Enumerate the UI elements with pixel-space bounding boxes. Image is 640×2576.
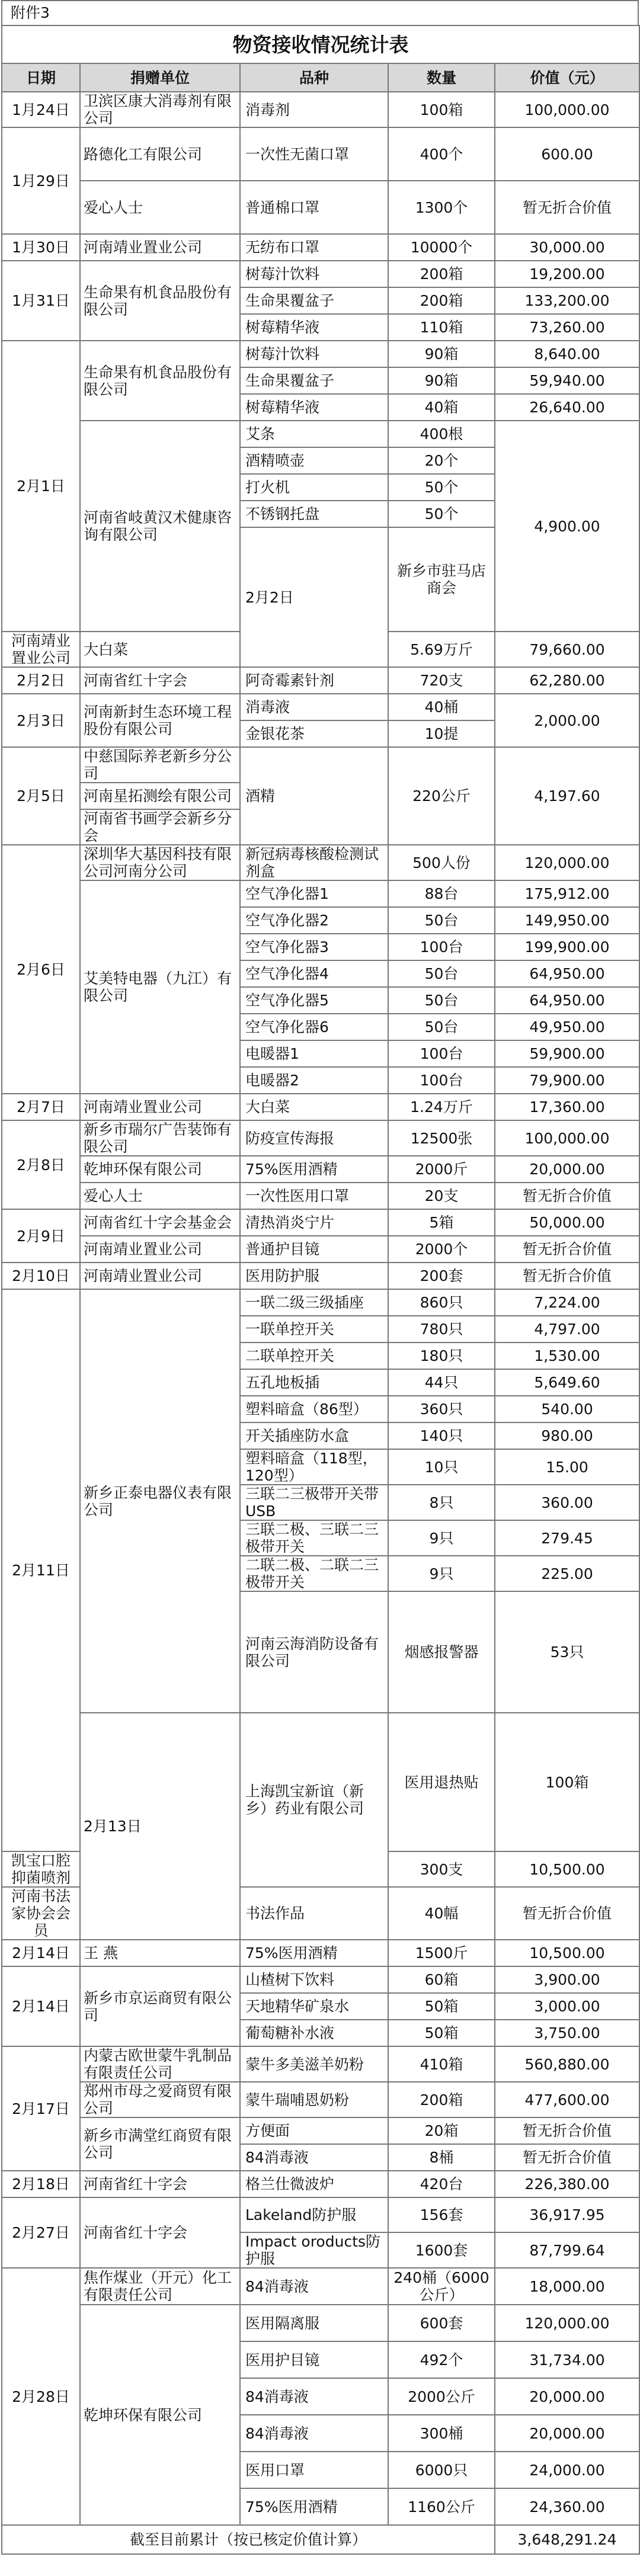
item-cell: 蒙牛多美滋羊奶粉	[240, 2046, 388, 2082]
date-cell: 2月1日	[2, 341, 80, 632]
item-cell: 格兰仕微波炉	[240, 2171, 388, 2197]
quantity-cell: 烟感报警器	[388, 1591, 495, 1713]
quantity-cell: 40幅	[388, 1887, 495, 1940]
donor-cell: 新乡市满堂红商贸有限公司	[80, 2117, 240, 2171]
header-value: 价值（元）	[495, 63, 639, 92]
quantity-cell: 360只	[388, 1396, 495, 1422]
donor-cell: 中慈国际养老新乡分公司	[80, 747, 240, 783]
item-cell: 二联单控开关	[240, 1343, 388, 1369]
item-cell: 普通棉口罩	[240, 181, 388, 234]
item-cell: 2月2日	[240, 527, 388, 667]
value-cell: 36,917.95	[495, 2197, 639, 2232]
quantity-cell: 410箱	[388, 2046, 495, 2082]
quantity-cell: 1500斤	[388, 1940, 495, 1966]
value-cell: 30,000.00	[495, 234, 639, 261]
date-cell: 2月17日	[2, 2046, 80, 2171]
value-cell: 暂无折合价值	[495, 2117, 639, 2144]
value-cell: 3,900.00	[495, 1966, 639, 1993]
item-cell: 75%医用酒精	[240, 1156, 388, 1183]
item-cell: 树莓精华液	[240, 314, 388, 341]
item-cell: 一联单控开关	[240, 1316, 388, 1343]
quantity-cell: 50台	[388, 960, 495, 987]
date-cell: 2月6日	[2, 845, 80, 1094]
table-row	[2, 2171, 639, 2197]
item-cell: 消毒剂	[240, 92, 388, 127]
donor-cell: 河南省红十字会	[80, 2171, 240, 2197]
item-cell: 方便面	[240, 2117, 388, 2144]
item-cell: 75%医用酒精	[240, 2488, 388, 2525]
item-cell: 不锈钢托盘	[240, 501, 388, 527]
value-cell: 64,950.00	[495, 987, 639, 1014]
table-footer-row	[2, 2525, 639, 2554]
value-cell: 20,000.00	[495, 2415, 639, 2452]
item-cell: 大白菜	[240, 1094, 388, 1120]
date-cell: 1月30日	[2, 234, 80, 261]
quantity-cell: 420台	[388, 2171, 495, 2197]
table-header-row	[2, 63, 639, 92]
item-cell: 树莓汁饮料	[240, 261, 388, 287]
quantity-cell: 1600套	[388, 2232, 495, 2268]
date-cell: 2月2日	[2, 667, 80, 694]
quantity-cell: 20支	[388, 1183, 495, 1209]
table-row	[2, 880, 639, 907]
item-cell: 酒精喷壶	[240, 447, 388, 474]
quantity-cell: 200箱	[388, 261, 495, 287]
donor-cell: 艾美特电器（九江）有限公司	[80, 880, 240, 1094]
value-cell: 1,530.00	[495, 1343, 639, 1369]
table-row	[2, 2117, 639, 2144]
date-cell: 河南靖业置业公司	[2, 632, 80, 667]
quantity-cell: 100箱	[388, 92, 495, 127]
date-cell: 2月28日	[2, 2268, 80, 2525]
value-cell: 24,000.00	[495, 2452, 639, 2488]
quantity-cell: 110箱	[388, 314, 495, 341]
quantity-cell: 1300个	[388, 181, 495, 234]
quantity-cell: 50箱	[388, 2020, 495, 2046]
table-row	[2, 2082, 639, 2117]
item-cell: 艾条	[240, 421, 388, 447]
value-cell: 暂无折合价值	[495, 1887, 639, 1940]
item-cell: Impact oroducts防护服	[240, 2232, 388, 2268]
item-cell: 医用防护服	[240, 1263, 388, 1289]
donor-cell: 2月13日	[80, 1713, 240, 1940]
value-cell: 100,000.00	[495, 1120, 639, 1156]
table-row	[2, 181, 639, 234]
table-row	[2, 747, 639, 783]
donor-cell: 河南靖业置业公司	[80, 1094, 240, 1120]
item-cell: 空气净化器5	[240, 987, 388, 1014]
donor-cell: 爱心人士	[80, 1183, 240, 1209]
quantity-cell: 8桶	[388, 2144, 495, 2171]
value-cell: 8,640.00	[495, 341, 639, 367]
donor-cell: 生命果有机食品股份有限公司	[80, 341, 240, 421]
donor-cell: 河南省红十字会基金会	[80, 1209, 240, 1236]
value-cell: 133,200.00	[495, 287, 639, 314]
quantity-cell: 156套	[388, 2197, 495, 2232]
item-cell: 五孔地板插	[240, 1369, 388, 1396]
item-cell: 树莓汁饮料	[240, 341, 388, 367]
value-cell: 64,950.00	[495, 960, 639, 987]
value-cell: 50,000.00	[495, 1209, 639, 1236]
value-cell: 26,640.00	[495, 394, 639, 421]
donor-cell: 河南靖业置业公司	[80, 1236, 240, 1263]
value-cell: 120,000.00	[495, 2305, 639, 2341]
quantity-cell: 2000公斤	[388, 2378, 495, 2415]
value-cell: 10,500.00	[495, 1851, 639, 1887]
date-cell: 2月18日	[2, 2171, 80, 2197]
table-row	[2, 1120, 639, 1156]
value-cell: 175,912.00	[495, 880, 639, 907]
value-cell: 7,224.00	[495, 1289, 639, 1316]
value-cell: 226,380.00	[495, 2171, 639, 2197]
quantity-cell: 100台	[388, 1067, 495, 1094]
date-cell: 2月14日	[2, 1966, 80, 2046]
item-cell: 生命果覆盆子	[240, 367, 388, 394]
quantity-cell: 720支	[388, 667, 495, 694]
value-cell: 199,900.00	[495, 934, 639, 960]
quantity-cell: 40桶	[388, 694, 495, 720]
donor-cell: 路德化工有限公司	[80, 127, 240, 181]
value-cell: 79,900.00	[495, 1067, 639, 1094]
item-cell: 医用护目镜	[240, 2341, 388, 2378]
value-cell: 600.00	[495, 127, 639, 181]
value-cell: 62,280.00	[495, 667, 639, 694]
item-cell: 蒙牛瑞哺恩奶粉	[240, 2082, 388, 2117]
donor-cell: 爱心人士	[80, 181, 240, 234]
item-cell: 75%医用酒精	[240, 1940, 388, 1966]
quantity-cell: 新乡市驻马店商会	[388, 527, 495, 632]
value-cell: 20,000.00	[495, 1156, 639, 1183]
value-cell: 87,799.64	[495, 2232, 639, 2268]
item-cell: 树莓精华液	[240, 394, 388, 421]
quantity-cell: 50台	[388, 907, 495, 934]
value-cell: 18,000.00	[495, 2268, 639, 2305]
quantity-cell: 50箱	[388, 1993, 495, 2020]
item-cell: 空气净化器6	[240, 1014, 388, 1040]
donor-cell: 新乡市瑞尔广告装饰有限公司	[80, 1120, 240, 1156]
item-cell: 84消毒液	[240, 2144, 388, 2171]
quantity-cell: 240桶（6000公斤）	[388, 2268, 495, 2305]
item-cell: 防疫宣传海报	[240, 1120, 388, 1156]
value-cell: 360.00	[495, 1485, 639, 1520]
quantity-cell: 300桶	[388, 2415, 495, 2452]
item-cell: 开关插座防水盒	[240, 1422, 388, 1449]
value-cell: 100,000.00	[495, 92, 639, 127]
quantity-cell: 12500张	[388, 1120, 495, 1156]
item-cell: 84消毒液	[240, 2378, 388, 2415]
donor-cell: 生命果有机食品股份有限公司	[80, 261, 240, 341]
value-cell: 暂无折合价值	[495, 181, 639, 234]
donor-cell: 深圳华大基因科技有限公司河南分公司	[80, 845, 240, 880]
value-cell: 79,660.00	[495, 632, 639, 667]
item-cell: 一次性医用口罩	[240, 1183, 388, 1209]
donor-cell: 河南靖业置业公司	[80, 1263, 240, 1289]
donor-cell: 河南新封生态环境工程股份有限公司	[80, 694, 240, 747]
donor-cell: 乾坤环保有限公司	[80, 2305, 240, 2525]
quantity-cell: 9只	[388, 1520, 495, 1556]
date-cell: 2月14日	[2, 1940, 80, 1966]
item-cell: 新冠病毒核酸检测试剂盒	[240, 845, 388, 880]
value-cell: 24,360.00	[495, 2488, 639, 2525]
total-value: 3,648,291.24	[495, 2525, 639, 2554]
quantity-cell: 40箱	[388, 394, 495, 421]
value-cell: 980.00	[495, 1422, 639, 1449]
date-cell: 2月27日	[2, 2197, 80, 2268]
value-cell: 暂无折合价值	[495, 1183, 639, 1209]
value-cell: 73,260.00	[495, 314, 639, 341]
date-cell: 2月3日	[2, 694, 80, 747]
header-date: 日期	[2, 63, 80, 92]
quantity-cell: 10提	[388, 720, 495, 747]
quantity-cell: 50个	[388, 474, 495, 501]
item-cell: 山楂树下饮料	[240, 1966, 388, 1993]
donor-cell: 河南靖业置业公司	[80, 234, 240, 261]
value-cell: 120,000.00	[495, 845, 639, 880]
item-cell: 电暖器2	[240, 1067, 388, 1094]
quantity-cell: 100台	[388, 1040, 495, 1067]
value-cell: 19,200.00	[495, 261, 639, 287]
quantity-cell: 1.24万斤	[388, 1094, 495, 1120]
date-cell: 1月29日	[2, 127, 80, 234]
value-cell: 3,750.00	[495, 2020, 639, 2046]
value-cell: 3,000.00	[495, 1993, 639, 2020]
value-cell: 59,940.00	[495, 367, 639, 394]
donor-cell: 河南省红十字会	[80, 667, 240, 694]
item-cell: 医用隔离服	[240, 2305, 388, 2341]
value-cell: 4,900.00	[495, 421, 639, 632]
value-cell: 100箱	[495, 1713, 639, 1851]
value-cell: 477,600.00	[495, 2082, 639, 2117]
item-cell: 一次性无菌口罩	[240, 127, 388, 181]
quantity-cell: 500人份	[388, 845, 495, 880]
donor-cell: 河南省书画学会新乡分会	[80, 809, 240, 845]
quantity-cell: 180只	[388, 1343, 495, 1369]
quantity-cell: 10只	[388, 1449, 495, 1485]
value-cell: 560,880.00	[495, 2046, 639, 2082]
item-cell: 二联二极、二联二三极带开关	[240, 1556, 388, 1591]
header-donor: 捐赠单位	[80, 63, 240, 92]
table-row	[2, 1209, 639, 1236]
quantity-cell: 8只	[388, 1485, 495, 1520]
item-cell: 无纺布口罩	[240, 234, 388, 261]
item-cell: 84消毒液	[240, 2268, 388, 2305]
donor-cell: 新乡市京运商贸有限公司	[80, 1966, 240, 2046]
item-cell: 电暖器1	[240, 1040, 388, 1067]
table-row	[2, 845, 639, 880]
quantity-cell: 780只	[388, 1316, 495, 1343]
table-row	[2, 1263, 639, 1289]
quantity-cell: 400个	[388, 127, 495, 181]
table-row	[2, 667, 639, 694]
table-row	[2, 261, 639, 287]
table-row	[2, 2046, 639, 2082]
item-cell: 空气净化器2	[240, 907, 388, 934]
donor-cell: 内蒙古欧世蒙牛乳制品有限责任公司	[80, 2046, 240, 2082]
item-cell: 金银花茶	[240, 720, 388, 747]
quantity-cell: 44只	[388, 1369, 495, 1396]
quantity-cell: 5箱	[388, 1209, 495, 1236]
quantity-cell: 492个	[388, 2341, 495, 2378]
value-cell: 49,950.00	[495, 1014, 639, 1040]
item-cell: 84消毒液	[240, 2415, 388, 2452]
item-cell: 河南云海消防设备有限公司	[240, 1591, 388, 1713]
donation-table	[1, 25, 640, 2555]
value-cell: 149,950.00	[495, 907, 639, 934]
date-cell: 2月8日	[2, 1120, 80, 1209]
table-row	[2, 1156, 639, 1183]
total-label: 截至目前累计（按已核定价值计算）	[2, 2525, 495, 2554]
quantity-cell: 20箱	[388, 2117, 495, 2144]
item-cell: 酒精	[240, 747, 388, 845]
date-cell: 1月24日	[2, 92, 80, 127]
quantity-cell: 88台	[388, 880, 495, 907]
donor-cell: 河南星拓测绘有限公司	[80, 783, 240, 809]
table-row	[2, 1183, 639, 1209]
quantity-cell: 6000只	[388, 2452, 495, 2488]
date-cell: 2月5日	[2, 747, 80, 845]
item-cell: 空气净化器3	[240, 934, 388, 960]
quantity-cell: 600套	[388, 2305, 495, 2341]
item-cell: 塑料暗盒（86型）	[240, 1396, 388, 1422]
value-cell: 4,197.60	[495, 747, 639, 845]
value-cell: 暂无折合价值	[495, 2144, 639, 2171]
item-cell: 生命果覆盆子	[240, 287, 388, 314]
donor-cell: 卫滨区康大消毒剂有限公司	[80, 92, 240, 127]
table-row	[2, 1236, 639, 1263]
table-row	[2, 1966, 639, 1993]
item-cell: 普通护目镜	[240, 1236, 388, 1263]
value-cell: 2,000.00	[495, 694, 639, 747]
value-cell: 5,649.60	[495, 1369, 639, 1396]
quantity-cell: 20个	[388, 447, 495, 474]
quantity-cell: 1160公斤	[388, 2488, 495, 2525]
quantity-cell: 9只	[388, 1556, 495, 1591]
date-cell: 2月9日	[2, 1209, 80, 1263]
quantity-cell: 90箱	[388, 367, 495, 394]
table-row	[2, 1940, 639, 1966]
quantity-cell: 10000个	[388, 234, 495, 261]
quantity-cell: 200套	[388, 1263, 495, 1289]
quantity-cell: 220公斤	[388, 747, 495, 845]
value-cell: 17,360.00	[495, 1094, 639, 1120]
quantity-cell: 400根	[388, 421, 495, 447]
table-title: 物资接收情况统计表	[2, 25, 639, 63]
table-row	[2, 2197, 639, 2232]
quantity-cell: 50台	[388, 1014, 495, 1040]
table-row	[2, 1713, 639, 1851]
table-row	[2, 92, 639, 127]
item-cell: 书法作品	[240, 1887, 388, 1940]
quantity-cell: 300支	[388, 1851, 495, 1887]
value-cell: 暂无折合价值	[495, 1236, 639, 1263]
table-row	[2, 2305, 639, 2341]
date-cell: 1月31日	[2, 261, 80, 341]
item-cell: 葡萄糖补水液	[240, 2020, 388, 2046]
table-row	[2, 2268, 639, 2305]
date-cell: 凯宝口腔抑菌喷剂	[2, 1851, 80, 1887]
value-cell: 31,734.00	[495, 2341, 639, 2378]
quantity-cell: 860只	[388, 1289, 495, 1316]
item-cell: 阿奇霉素针剂	[240, 667, 388, 694]
value-cell: 59,900.00	[495, 1040, 639, 1067]
value-cell: 暂无折合价值	[495, 1263, 639, 1289]
attachment-label: 附件3	[1, 0, 639, 25]
donor-cell: 大白菜	[80, 632, 240, 667]
donor-cell: 河南省岐黄汉术健康咨询有限公司	[80, 421, 240, 632]
item-cell: 三联二三极带开关带USB	[240, 1485, 388, 1520]
header-item: 品种	[240, 63, 388, 92]
table-row	[2, 694, 639, 720]
quantity-cell: 5.69万斤	[388, 632, 495, 667]
value-cell: 53只	[495, 1591, 639, 1713]
item-cell: 三联二极、三联二三极带开关	[240, 1520, 388, 1556]
date-cell: 2月11日	[2, 1289, 80, 1851]
item-cell: 打火机	[240, 474, 388, 501]
donor-cell: 王 燕	[80, 1940, 240, 1966]
date-cell: 河南书法家协会会员	[2, 1887, 80, 1940]
quantity-cell: 200箱	[388, 287, 495, 314]
quantity-cell: 医用退热贴	[388, 1713, 495, 1851]
donor-cell: 新乡正泰电器仪表有限公司	[80, 1289, 240, 1713]
value-cell: 20,000.00	[495, 2378, 639, 2415]
date-cell: 2月7日	[2, 1094, 80, 1120]
table-row	[2, 421, 639, 447]
donor-cell: 乾坤环保有限公司	[80, 1156, 240, 1183]
item-cell: 上海凯宝新谊（新乡）药业有限公司	[240, 1713, 388, 1887]
donor-cell: 河南省红十字会	[80, 2197, 240, 2268]
quantity-cell: 2000斤	[388, 1156, 495, 1183]
item-cell: 空气净化器1	[240, 880, 388, 907]
item-cell: 医用口罩	[240, 2452, 388, 2488]
value-cell: 10,500.00	[495, 1940, 639, 1966]
quantity-cell: 50台	[388, 987, 495, 1014]
donor-cell: 焦作煤业（开元）化工有限责任公司	[80, 2268, 240, 2305]
table-row	[2, 1094, 639, 1120]
value-cell: 15.00	[495, 1449, 639, 1485]
value-cell: 540.00	[495, 1396, 639, 1422]
item-cell: 塑料暗盒（118型，120型）	[240, 1449, 388, 1485]
quantity-cell: 140只	[388, 1422, 495, 1449]
value-cell: 279.45	[495, 1520, 639, 1556]
date-cell: 2月10日	[2, 1263, 80, 1289]
quantity-cell: 90箱	[388, 341, 495, 367]
quantity-cell: 200箱	[388, 2082, 495, 2117]
item-cell: Lakeland防护服	[240, 2197, 388, 2232]
item-cell: 一联二级三级插座	[240, 1289, 388, 1316]
table-row	[2, 341, 639, 367]
table-row	[2, 127, 639, 181]
item-cell: 天地精华矿泉水	[240, 1993, 388, 2020]
quantity-cell: 100台	[388, 934, 495, 960]
quantity-cell: 2000个	[388, 1236, 495, 1263]
table-row	[2, 234, 639, 261]
quantity-cell: 50个	[388, 501, 495, 527]
value-cell: 4,797.00	[495, 1316, 639, 1343]
table-row	[2, 1289, 639, 1316]
quantity-cell: 60箱	[388, 1966, 495, 1993]
donor-cell: 郑州市母之爱商贸有限公司	[80, 2082, 240, 2117]
value-cell: 225.00	[495, 1556, 639, 1591]
item-cell: 消毒液	[240, 694, 388, 720]
header-quantity: 数量	[388, 63, 495, 92]
item-cell: 清热消炎宁片	[240, 1209, 388, 1236]
item-cell: 空气净化器4	[240, 960, 388, 987]
